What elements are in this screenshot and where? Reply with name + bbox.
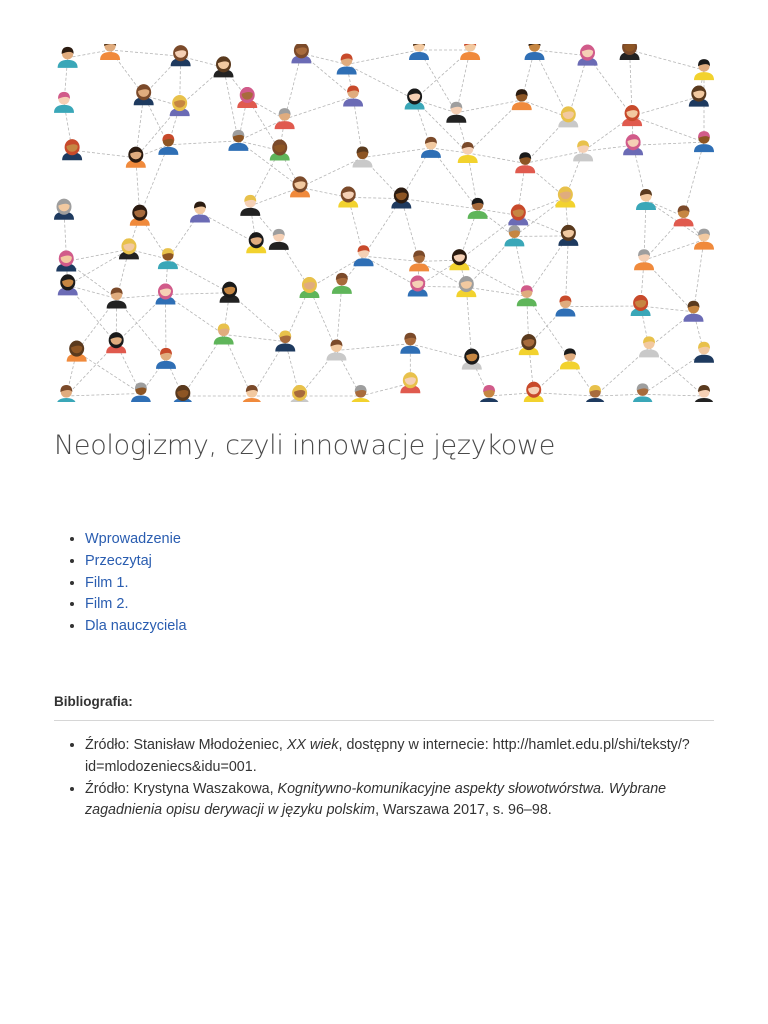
person-avatar-icon	[242, 385, 262, 402]
network-link	[364, 256, 420, 261]
network-link	[165, 293, 229, 295]
network-link	[117, 295, 166, 299]
network-link	[66, 393, 141, 396]
person-avatar-icon	[555, 187, 575, 208]
toc-item	[85, 529, 187, 551]
toc-item	[85, 573, 187, 595]
person-avatar-icon	[190, 202, 210, 223]
network-link	[684, 142, 704, 216]
person-avatar-icon	[633, 383, 653, 402]
person-avatar-icon	[214, 56, 234, 77]
person-avatar-icon	[58, 47, 78, 68]
page-title: Neologizmy, czyli innowacje językowe	[54, 430, 556, 461]
network-link	[336, 344, 410, 351]
person-avatar-icon	[405, 88, 425, 109]
hero-image	[54, 44, 714, 402]
network-link	[300, 158, 363, 188]
person-avatar-icon	[689, 86, 709, 107]
toc-item	[85, 616, 187, 638]
network-link	[285, 97, 353, 120]
person-avatar-icon	[170, 95, 190, 116]
person-avatar-icon	[408, 275, 428, 296]
people-network-illustration	[54, 44, 714, 402]
network-link	[363, 148, 431, 158]
person-avatar-icon	[343, 86, 363, 107]
person-avatar-icon	[106, 332, 126, 353]
person-avatar-icon	[134, 84, 154, 105]
person-avatar-icon	[54, 92, 74, 113]
person-avatar-icon	[694, 342, 714, 363]
person-avatar-icon	[62, 139, 82, 160]
person-avatar-icon	[275, 108, 295, 129]
toc-link-wprowadzenie[interactable]: Wprowadzenie	[85, 531, 181, 547]
person-avatar-icon	[421, 137, 441, 158]
person-avatar-icon	[400, 333, 420, 354]
person-avatar-icon	[694, 59, 714, 80]
person-avatar-icon	[119, 238, 139, 259]
person-avatar-icon	[291, 44, 311, 63]
network-link	[643, 394, 704, 396]
person-avatar-icon	[246, 232, 266, 253]
person-avatar-icon	[623, 134, 643, 155]
person-avatar-icon	[512, 89, 532, 110]
person-avatar-icon	[578, 45, 598, 66]
person-avatar-icon	[269, 229, 289, 250]
network-link	[348, 197, 401, 198]
bibliography-item-title: Kognitywno-komunikacyjne aspekty słowotwórstwa. Wybrane zagadnienia opisu derywacji w języku polskim	[85, 780, 667, 819]
person-avatar-icon	[517, 285, 537, 306]
person-avatar-icon	[508, 204, 528, 225]
person-avatar-icon	[155, 284, 175, 305]
person-avatar-icon	[131, 382, 151, 402]
network-link	[632, 116, 704, 142]
bibliography-item	[85, 779, 714, 823]
network-link	[168, 141, 238, 145]
toc-link-przeczytaj[interactable]: Przeczytaj	[85, 552, 152, 569]
person-avatar-icon	[240, 195, 260, 216]
person-avatar-icon	[449, 249, 469, 270]
person-avatar-icon	[58, 274, 78, 295]
person-avatar-icon	[67, 341, 87, 362]
person-avatar-icon	[560, 348, 580, 369]
toc-link-film-1[interactable]: Film 1.	[85, 574, 129, 591]
toc-link-dla-nauczyciela[interactable]: Dla nauczyciela	[85, 618, 187, 635]
network-link	[238, 119, 284, 141]
network-link	[630, 50, 704, 70]
person-avatar-icon	[171, 45, 191, 66]
person-avatar-icon	[54, 199, 74, 220]
person-avatar-icon	[525, 44, 545, 60]
person-avatar-icon	[446, 102, 466, 123]
person-avatar-icon	[270, 140, 290, 161]
network-link	[224, 67, 239, 140]
network-link	[140, 145, 169, 216]
person-avatar-icon	[558, 106, 578, 127]
bibliography-item-suffix: , Warszawa 2017, s. 96–98.	[375, 802, 552, 819]
person-avatar-icon	[56, 250, 76, 271]
network-link	[535, 50, 569, 117]
network-link	[68, 249, 129, 285]
network-link	[418, 286, 467, 287]
toc-item	[85, 594, 187, 616]
person-avatar-icon	[130, 205, 150, 226]
person-avatar-icon	[634, 249, 654, 270]
network-link	[518, 215, 568, 236]
person-avatar-icon	[214, 323, 234, 344]
network-link	[534, 393, 595, 396]
person-avatar-icon	[337, 53, 357, 74]
person-avatar-icon	[460, 44, 480, 60]
person-avatar-icon	[237, 87, 257, 108]
person-avatar-icon	[400, 372, 420, 393]
person-avatar-icon	[290, 176, 310, 197]
person-avatar-icon	[555, 296, 575, 317]
person-avatar-icon	[228, 130, 248, 151]
person-avatar-icon	[158, 248, 178, 269]
person-avatar-icon	[585, 385, 605, 402]
table-of-contents	[54, 529, 187, 638]
network-link	[200, 213, 256, 244]
person-avatar-icon	[479, 385, 499, 402]
person-avatar-icon	[458, 142, 478, 163]
bibliography-divider	[54, 720, 714, 721]
network-link	[72, 150, 136, 158]
person-avatar-icon	[504, 225, 524, 246]
bibliography-item-prefix: Źródło: Krystyna Waszakowa,	[85, 780, 278, 797]
person-avatar-icon	[351, 385, 371, 402]
network-link	[347, 50, 419, 64]
person-avatar-icon	[100, 44, 120, 60]
network-link	[77, 352, 141, 394]
person-avatar-icon	[636, 189, 656, 210]
person-avatar-icon	[558, 225, 578, 246]
person-avatar-icon	[354, 245, 374, 266]
person-avatar-icon	[524, 382, 544, 402]
toc-link-film-2[interactable]: Film 2.	[85, 596, 129, 613]
person-avatar-icon	[220, 282, 240, 303]
person-avatar-icon	[173, 385, 193, 402]
person-avatar-icon	[56, 385, 76, 402]
person-avatar-icon	[639, 336, 659, 357]
person-avatar-icon	[456, 276, 476, 297]
person-avatar-icon	[156, 348, 176, 369]
bibliography-item	[85, 735, 714, 779]
person-avatar-icon	[694, 385, 714, 402]
network-link	[565, 306, 640, 307]
person-avatar-icon	[353, 147, 373, 168]
person-avatar-icon	[275, 331, 295, 352]
network-link	[66, 249, 129, 261]
toc-item	[85, 551, 187, 573]
person-avatar-icon	[468, 198, 488, 219]
person-avatar-icon	[299, 277, 319, 298]
bibliography-heading: Bibliografia:	[54, 694, 133, 709]
bibliography-item-suffix: , dostępny w internecie: http://hamlet.edu.pl/shi/teksty/?id=mlodozeniecs&idu=001.	[85, 737, 690, 775]
network-link	[632, 97, 699, 116]
person-avatar-icon	[694, 131, 714, 152]
network-link	[168, 259, 230, 293]
network-link	[224, 334, 286, 341]
person-avatar-icon	[338, 186, 358, 207]
person-avatar-icon	[622, 105, 642, 126]
person-avatar-icon	[409, 44, 429, 60]
person-avatar-icon	[674, 205, 694, 226]
person-avatar-icon	[332, 273, 352, 294]
network-link	[110, 50, 181, 56]
bibliography-item-title: XX wiek	[286, 737, 339, 753]
person-avatar-icon	[631, 295, 651, 316]
network-link	[401, 199, 477, 209]
bibliography-item-prefix: Źródło: Stanisław Młodożeniec,	[85, 737, 287, 753]
network-link	[514, 163, 525, 236]
network-link	[595, 394, 643, 396]
person-avatar-icon	[462, 349, 482, 370]
network-link	[456, 100, 521, 113]
bibliography-list	[54, 735, 714, 822]
network-link	[633, 142, 704, 145]
network-connections	[64, 50, 704, 396]
